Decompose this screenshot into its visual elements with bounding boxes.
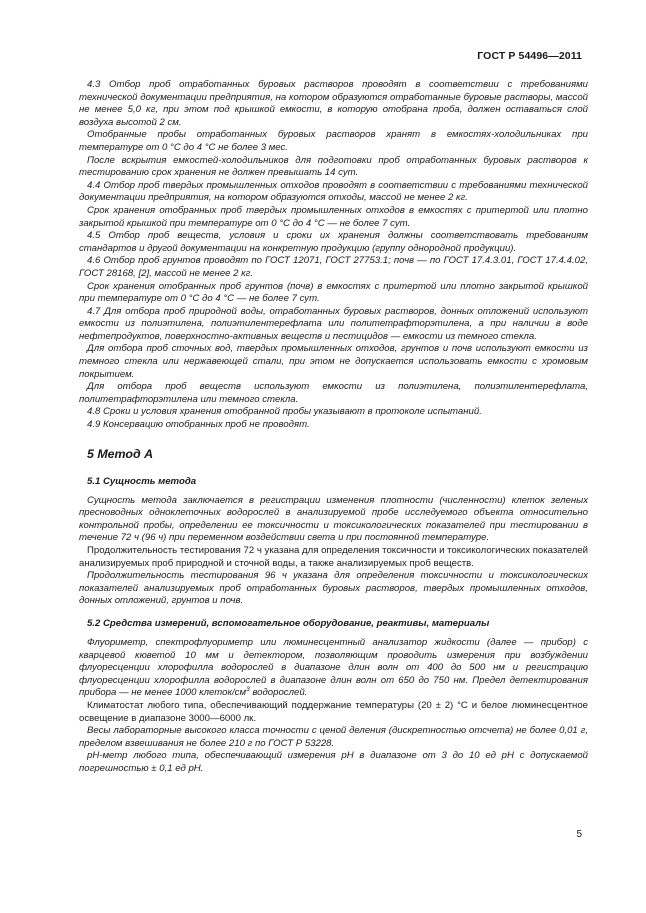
paragraph: Отобранные пробы отработанных буровых растворов хранят в емкостях-холодильниках при температуре от 0 °С до 4 °С не более 3 мес. (79, 129, 588, 153)
paragraph: pH-метр любого типа, обеспечивающий измерения pH в диапазоне от 3 до 10 ед pH с допускаемой погрешностью ± 0,1 ед pH. (79, 750, 588, 774)
paragraph: Сущность метода заключается в регистрации изменения плотности (численности) клеток зеленых пресноводных одноклеточных водорослей в анализируемой пробе исследуемого объекта относительно контрольной пробы, определении ее токсичности и токсикологических показателей при тестировании в течение 72 ч (96 ч) при переменном воздействии света и при постоянной температуре. (79, 494, 588, 544)
subsection-heading: 5.1 Сущность метода (87, 475, 197, 487)
paragraph: 4.9 Консервацию отобранных проб не проводят. (87, 419, 310, 431)
paragraph: 4.5 Отбор проб веществ, условия и сроки их хранения должны соответствовать требованиям стандартов и другой документации на конкретную продукцию (группу однородной продукции). (79, 230, 588, 254)
paragraph: 4.3 Отбор проб отработанных буровых растворов проводят в соответствии с требованиями технической документации предприятия, на котором образуются отработанные буровые растворы, массой не менее 5,0 кг, при этом под крышкой емкости, в которую отобрана проба, должен оставаться слой воздуха высотой 2 см. (79, 79, 588, 128)
superscript: 3 (246, 686, 250, 694)
paragraph: Для отбора проб веществ используют емкости из полиэтилена, полиэтилентерефлата, политетрафторэтилена или темного стекла. (79, 381, 588, 405)
paragraph: Продолжительность тестирования 96 ч указана для определения токсичности и токсикологических показателей анализируемых проб отработанных буровых растворов, твердых промышленных отходов, донных отложений, грунтов и почв. (79, 570, 588, 607)
paragraph (79, 637, 588, 700)
paragraph: 4.7 Для отбора проб природной воды, отработанных буровых растворов, донных отложений используют емкости из полиэтилена, полиэтилентерефлата или политетрафторэтилена, а при наличии в воде нефтепродуктов, поверхностно-активных веществ и пестицидов — емкости из темного стекла. (79, 305, 588, 342)
paragraph: Продолжительность тестирования 72 ч указана для определения токсичности и токсикологических показателей анализируемых проб природной и сточной воды, а также анализируемых проб веществ. (79, 545, 588, 569)
paragraph-text: Флуориметр, спектрофлуориметр или люминесцентный анализатор жидкости (далее — прибор) с кварцевой кюветой 10 мм и детектором, позволяющим проводить измерения при возбуждении флуоресценции хлорофилла водорослей в диапазоне длин волн от 400 до 500 нм и регистрацию флуоресценции хлорофилла водорослей в диапазоне длин волн от 650 до 750 нм. Предел детектирования прибора — не менее 1000 клеток/см (79, 636, 588, 699)
paragraph: Климатостат любого типа, обеспечивающий поддержание температуры (20 ± 2) °С и белое люминесцентное освещение в диапазоне 3000—6000 лк. (79, 699, 588, 724)
section-heading: 5 Метод А (87, 446, 154, 461)
subsection-heading: 5.2 Средства измерений, вспомогательное оборудование, реактивы, материалы (87, 617, 490, 629)
page-content (79, 79, 588, 776)
paragraph: 4.6 Отбор проб грунтов проводят по ГОСТ 12071, ГОСТ 27753.1; почв — по ГОСТ 17.4.3.01, ГОСТ 17.4.4.02, ГОСТ 28168, [2], массой не менее 2 кг. (79, 255, 588, 279)
paragraph: Для отбора проб сточных вод, твердых промышленных отходов, грунтов и почв используют емкости из темного стекла или нержавеющей стали, при этом не допускается использовать емкости с хромовым покрытием. (79, 343, 588, 380)
paragraph-text-end: водорослей. (249, 687, 308, 699)
page-number: 5 (576, 829, 582, 840)
paragraph: 4.8 Сроки и условия хранения отобранной пробы указывают в протоколе испытаний. (87, 406, 482, 418)
paragraph: Весы лабораторные высокого класса точности с ценой деления (дискретностью отсчета) не более 0,01 г, пределом взвешивания не более 210 г по ГОСТ Р 53228. (79, 725, 588, 749)
paragraph: 4.4 Отбор проб твердых промышленных отходов проводят в соответствии с требованиями технической документации предприятия, на котором образуются отходы, массой не менее 2 кг. (79, 179, 588, 204)
paragraph: После вскрытия емкостей-холодильников для подготовки проб отработанных буровых растворов к тестированию срок хранения не должен превышать 14 сут. (79, 154, 588, 179)
paragraph: Срок хранения отобранных проб твердых промышленных отходов в емкостях с притертой или плотно закрытой крышкой при температуре от 0 °С до 4 °С — не более 7 сут. (79, 204, 588, 229)
standard-header: ГОСТ Р 54496—2011 (477, 50, 582, 62)
paragraph: Срок хранения отобранных проб грунтов (почв) в емкостях с притертой или плотно закрытой крышкой при температуре от 0 °С до 4 °С — не более 7 сут. (79, 280, 588, 305)
